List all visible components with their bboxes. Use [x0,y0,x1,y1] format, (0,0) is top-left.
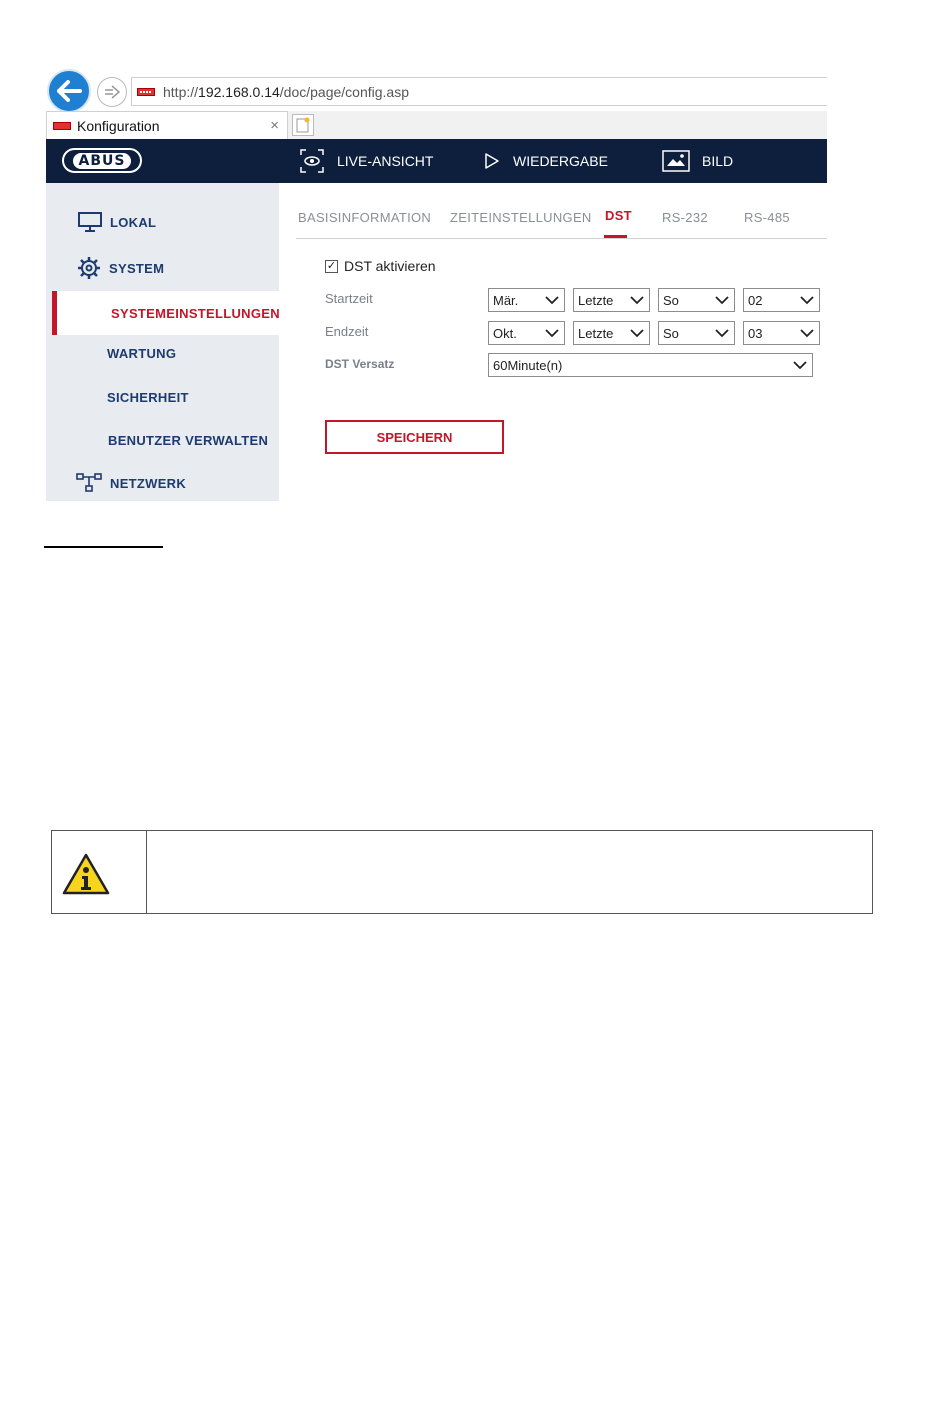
address-bar[interactable] [131,77,827,106]
warning-info-icon [62,853,110,895]
tab-rs-232[interactable]: RS-232 [662,210,708,225]
start-hour-select[interactable] [743,288,820,312]
eye-focus-icon [299,148,325,174]
dst-versatz-label: DST Versatz [325,357,395,371]
end-week-select[interactable] [573,321,650,345]
tab-title: Konfiguration [77,117,160,134]
tab-site-icon [53,122,71,130]
network-icon [76,473,102,493]
select-value: 02 [748,292,763,308]
sidebar [46,183,279,501]
app-header [46,139,827,183]
sidebar-item-label: SYSTEMEINSTELLUNGEN [111,305,280,321]
dst-enable-checkbox[interactable]: ✓ [326,259,337,272]
select-value: Okt. [493,325,517,341]
note-box [51,830,873,914]
nav-live-view[interactable] [299,139,433,183]
sidebar-item-system[interactable] [46,256,279,280]
chevron-down-icon [545,328,559,338]
end-hour-select[interactable] [743,321,820,345]
save-button[interactable]: SPEICHERN [325,420,504,454]
startzeit-label: Startzeit [325,291,373,306]
chevron-down-icon [715,328,729,338]
start-day-select[interactable] [658,288,735,312]
select-value: 03 [748,325,763,341]
play-icon [483,152,501,170]
sidebar-item-sicherheit[interactable] [46,390,279,405]
chevron-down-icon [800,295,814,305]
url-host: 192.168.0.14 [198,83,280,100]
chevron-down-icon [630,328,644,338]
select-value: 60Minute(n) [493,357,563,373]
select-value: So [663,325,679,341]
select-value: Letzte [578,292,614,308]
select-value: So [663,292,679,308]
new-tab-button[interactable] [292,114,314,136]
sidebar-item-label: WARTUNG [107,346,177,361]
end-day-select[interactable] [658,321,735,345]
end-month-select[interactable] [488,321,565,345]
gear-icon [77,256,101,280]
chevron-down-icon [715,295,729,305]
chevron-down-icon [793,360,807,370]
tab-divider [296,238,827,239]
image-icon [662,150,690,172]
sidebar-item-label: SYSTEM [109,260,165,276]
start-month-select[interactable] [488,288,565,312]
back-button[interactable] [47,69,91,113]
arrow-right-icon [103,85,121,99]
sidebar-item-wartung[interactable] [46,346,279,361]
tab-basisinformation[interactable]: BASISINFORMATION [298,210,432,225]
tab-rs-485[interactable]: RS-485 [744,210,790,225]
sidebar-item-lokal[interactable] [46,212,279,232]
forward-button[interactable] [97,77,127,107]
nav-label: WIEDERGABE [513,153,608,169]
sidebar-item-label: NETZWERK [110,475,187,491]
tab-close-icon[interactable]: × [270,117,279,134]
heading-underline [44,546,163,548]
logo-text: ABUS [73,153,132,169]
tab-dst[interactable]: DST [605,208,632,223]
dst-offset-select[interactable] [488,353,813,377]
dst-enable-label: DST aktivieren [344,258,436,274]
sidebar-item-netzwerk[interactable] [46,473,279,493]
sidebar-item-systemeinstellungen[interactable] [52,291,279,335]
abus-logo [62,148,142,173]
url-path: /doc/page/config.asp [279,83,409,100]
chevron-down-icon [800,328,814,338]
browser-tab-bar [46,111,827,139]
start-week-select[interactable] [573,288,650,312]
url-scheme: http:// [163,83,199,100]
sidebar-item-benutzer-verwalten[interactable] [46,433,279,448]
nav-label: BILD [702,153,734,169]
select-value: Letzte [578,325,614,341]
sidebar-item-label: SICHERHEIT [107,390,189,405]
sidebar-item-label: LOKAL [110,214,157,230]
sidebar-item-label: BENUTZER VERWALTEN [108,433,269,448]
site-icon [137,88,155,96]
monitor-icon [78,212,102,232]
chevron-down-icon [630,295,644,305]
new-tab-icon [296,117,310,133]
note-divider [146,831,147,913]
arrow-left-icon [56,80,82,102]
select-value: Mär. [493,292,519,308]
browser-tab[interactable] [46,111,288,139]
nav-label: LIVE-ANSICHT [337,153,434,169]
tab-zeiteinstellungen[interactable]: ZEITEINSTELLUNGEN [450,210,592,225]
endzeit-label: Endzeit [325,324,369,339]
chevron-down-icon [545,295,559,305]
nav-image[interactable] [662,139,733,183]
nav-playback[interactable] [483,139,608,183]
dst-enable-row [325,258,436,274]
